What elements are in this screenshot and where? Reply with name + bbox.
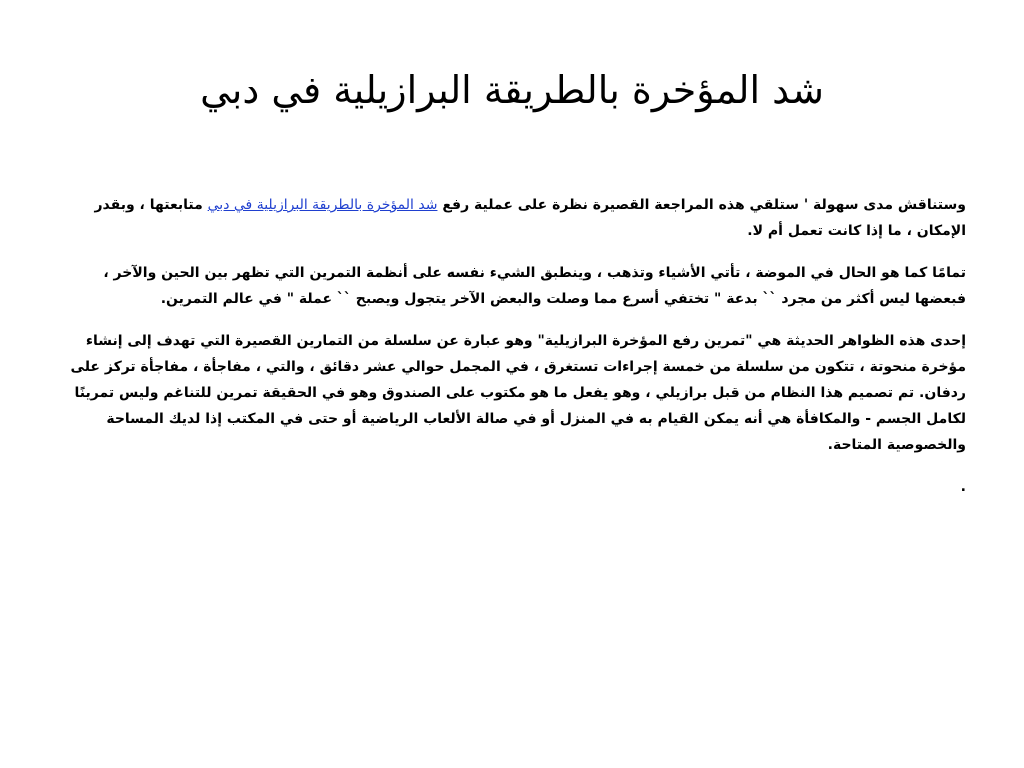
slide-title: شد المؤخرة بالطريقة البرازيلية في دبي: [200, 68, 824, 112]
paragraph-fashion: تمامًا كما هو الحال في الموضة ، تأتي الأشياء وتذهب ، وينطبق الشيء نفسه على أنظمة التمرين التي تظهر بين الحين والآخر ، فبعضها ليس أكثر من مجرد `` بدعة " تختفي أسرع مما وصلت والبعض الآخر يتجول ويصبح `` عملة " في عالم التمرين.: [103, 265, 966, 307]
article-link[interactable]: شد المؤخرة بالطريقة البرازيلية في دبي: [207, 197, 438, 213]
paragraph-intro: [58, 192, 966, 244]
slide-body: [58, 192, 966, 516]
paragraph-workout: إحدى هذه الظواهر الحديثة هي "تمرين رفع المؤخرة البرازيلية" وهو عبارة عن سلسلة من التمارين القصيرة التي تهدف إلى إنشاء مؤخرة منحوتة ، تتكون من سلسلة من خمسة إجراءات تستغرق ، في المجمل حوالي عشر دقائق ، والتي ، مفاجأة ، مفاجأة تركز على ردفان. تم تصميم هذا النظام من قبل برازيلي ، وهو يفعل ما هو مكتوب على الصندوق وهو في الحقيقة تمرين للتناغم وليس تمرينًا لكامل الجسم - والمكافأة هي أنه يمكن القيام به في المنزل أو في صالة الألعاب الرياضية أو حتى في المكتب إذا لديك المساحة والخصوصية المتاحة.: [70, 333, 966, 453]
trailing-dot: .: [960, 479, 966, 495]
paragraph-intro-before-link: وستناقش مدى سهولة ' ستلقي هذه المراجعة القصيرة نظرة على عملية رفع: [437, 197, 966, 213]
paragraph-intro-after-link: متابعتها ، وبقدر الإمكان ، ما إذا كانت تعمل أم لا.: [94, 197, 966, 239]
